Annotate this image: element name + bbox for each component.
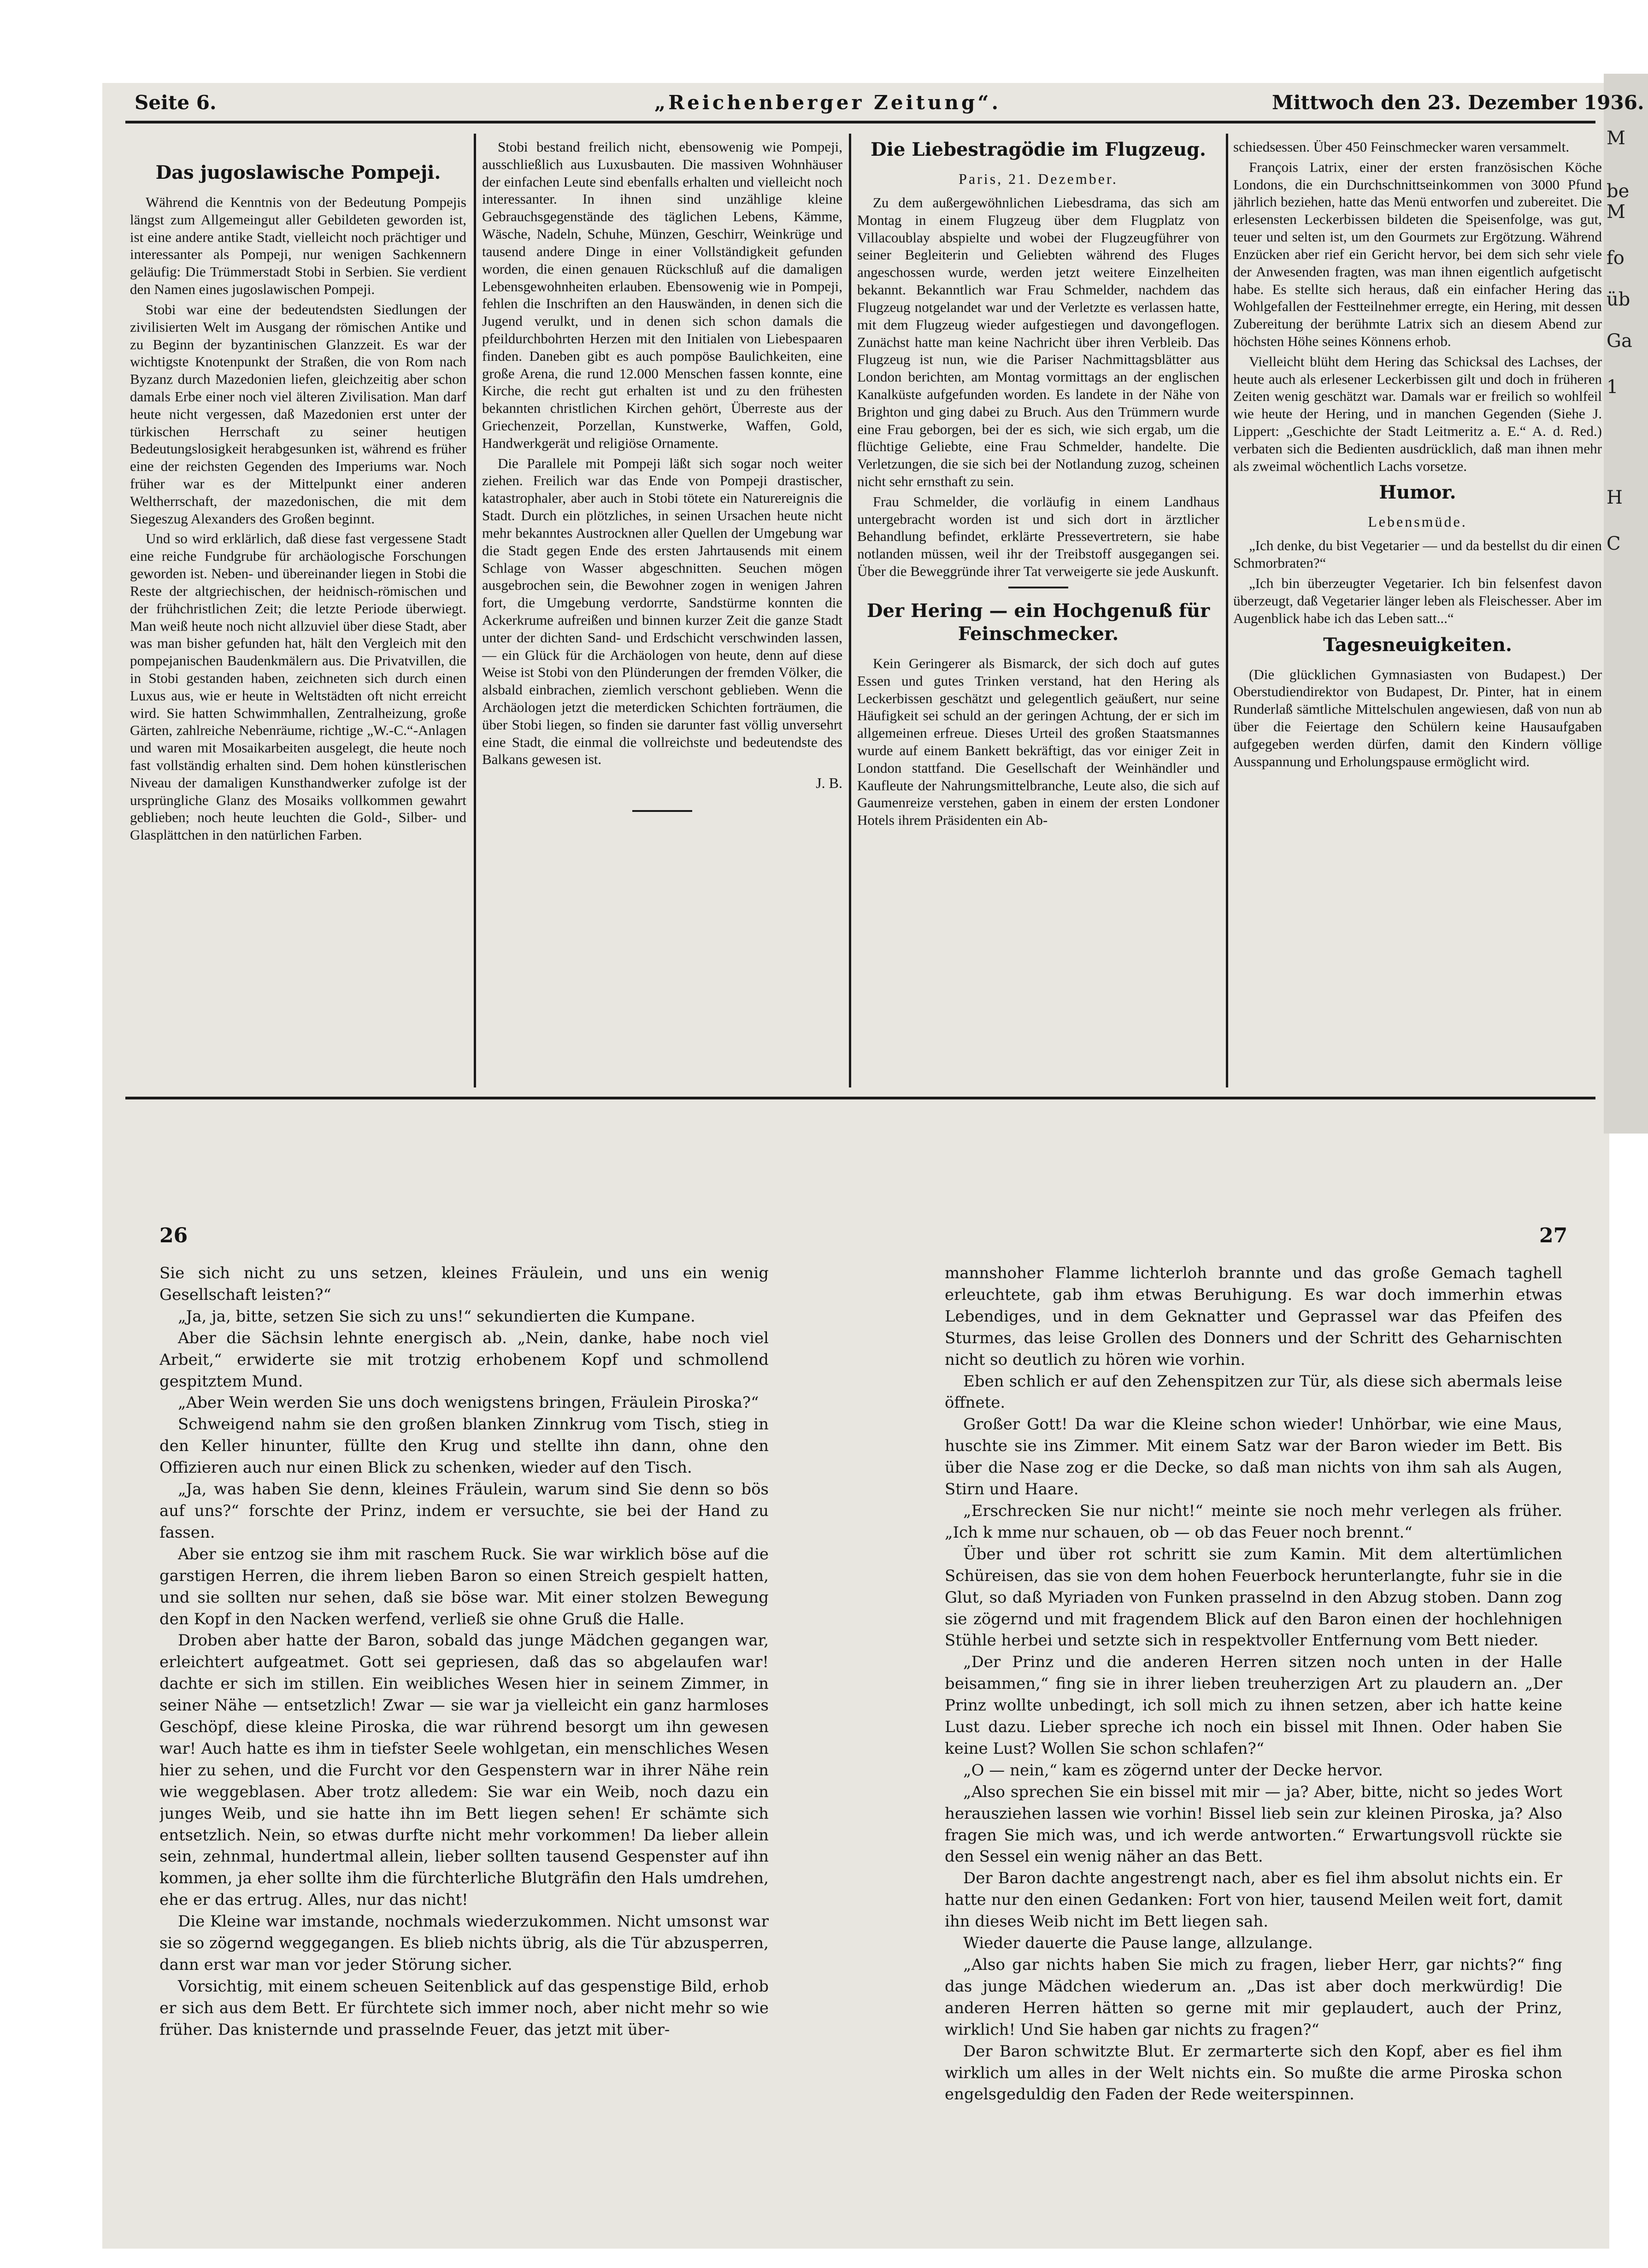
- dateline: Paris, 21. Dezember.: [959, 170, 1118, 187]
- novel-page-27: [945, 1263, 1562, 2166]
- column-divider: [1226, 134, 1228, 1087]
- paragraph: „Der Prinz und die anderen Herren sitzen noch unten in der Halle beisammen,“ fing sie in ihrer lieben treuherzigen Art zu plaudern an. „Der Prinz wollte unbedingt, ich soll mich zu ihnen setzen, aber ich hatte keine Lust dazu. Lieber spreche ich noch ein bissel mit Ihnen. Oder haben Sie keine Lust? Wollen Sie schon schlafen?“: [945, 1653, 1562, 1758]
- paragraph: Die Kleine war imstande, nochmals wiederzukommen. Nicht umsonst war sie so zögernd weggegangen. Es blieb nichts übrig, als die Tür abzusperren, dann erst war man vor jeder Störung sicher.: [159, 1912, 769, 1974]
- header-rule: [125, 121, 1595, 123]
- paragraph: schiedsessen. Über 450 Feinschmecker waren versammelt.: [1233, 139, 1570, 155]
- paragraph: Vorsichtig, mit einem scheuen Seitenblick auf das gespenstige Bild, erhob er sich aus dem Bett. Er fürchtete sich immer noch, aber nicht mehr so wie früher. Das knisternde und prasselnde Feuer, das jetzt mit über-: [159, 1977, 769, 2039]
- novel-page-number-left: 26: [159, 1224, 188, 1247]
- paragraph: Über und über rot schritt sie zum Kamin. Mit dem altertümlichen Schüreisen, das sie von dem hohen Feuerbock herunterlangte, fuhr sie in die Glut, so daß Myriaden von Funken prasselnd in den Abzug stoben. Dann zog sie zögernd und mit fragendem Blick auf den Baron einen der hochlehnigen Stühle herbei und setzte sich in respektvoller Entfernung vom Bett nieder.: [945, 1545, 1562, 1650]
- section-rule: [125, 1097, 1595, 1099]
- article-hering-continued: [1233, 138, 1602, 1087]
- edge-fragment: be: [1607, 181, 1630, 202]
- paragraph: „Aber Wein werden Sie uns doch wenigstens bringen, Fräulein Piroska?“: [178, 1393, 759, 1412]
- paragraph: Kein Geringerer als Bismarck, der sich doch auf gutes Essen und gutes Trinken verstand, hat den Hering als Leckerbissen geschätzt und gelegentlich geäußert, nur seine Häufigkeit sei schuld an der geringen Achtung, der er sich im allgemeinen erfreue. Dieses Urteil des großen Staatsmannes wurde auf einem Bankett bekräftigt, das vor einiger Zeit in London stattfand. Die Gesellschaft der Weinhändler und Kaufleute der Nahrungsmittelbranche, Leute also, die sich auf Gaumenreize verstehen, gaben in einem der ersten Londoner Hotels ihrem Präsidenten ein Ab-: [857, 655, 1219, 828]
- edge-fragment: üb: [1607, 289, 1630, 310]
- paragraph: Während die Kenntnis von der Bedeutung Pompejis längst zum Allgemeingut aller Gebildeten geworden ist, ist eine andere antike Stadt, vielleicht noch prächtiger und interessanter als Pompeji, nur wenigen Sachkennern geläufig: Die Trümmerstadt Stobi in Serbien. Sie verdient den Namen eines jugoslawischen Pompeji.: [130, 194, 466, 298]
- paragraph: Frau Schmelder, die vorläufig in einem Landhaus untergebracht worden ist und sich dort in ärztlicher Behandlung befindet, erklärte Pressevertretern, sie habe notlanden müssen, weil ihr der Treibstoff ausgegangen sei. Über die Beweggründe ihrer Tat verweigerte sie jede Auskunft.: [857, 493, 1219, 580]
- paragraph: Droben aber hatte der Baron, sobald das junge Mädchen gegangen war, erleichtert aufgeatmet. Gott sei gepriesen, daß das so abgelaufen war! dachte er sich im stillen. Ein weibliches Wesen hier in seinem Zimmer, in seiner Nähe — entsetzlich! Zwar — sie war ja vielleicht ein ganz harmloses Geschöpf, diese kleine Piroska, die war rührend besorgt um ihn gewesen war! Auch hatte es ihm in tiefster Seele wohlgetan, ein menschliches Wesen hier zu sehen, und die Furcht vor den Gespenstern war in ihrer Nähe rein wie weggeblasen. Aber trotz alledem: Sie war ein Weib, noch dazu ein junges Weib, und sie hatte ihn im Bett liegen sehen! Er schämte sich entsetzlich. Nein, so etwas durfte nicht mehr vorkommen! Da lieber allein sein, zehnmal, hundertmal allein, lieber sollten tausend Gespenster auf ihn kommen, ja eher sollte ihm die fürchterliche Blutgräfin den Hals umdrehen, ehe er das ertrug. Alles, nur das nicht!: [159, 1631, 769, 1910]
- paragraph: Aber sie entzog sie ihm mit raschem Ruck. Sie war wirklich böse auf die garstigen Herren, die ihrem lieben Baron so einen Streich gespielt hatten, und sie sollten nur sehen, daß sie böse war. Mit einer stolzen Bewegung den Kopf in den Nacken werfend, verließ sie ohne Gruß die Halle.: [159, 1545, 769, 1628]
- paragraph: „Ich bin überzeugter Vegetarier. Ich bin felsenfest davon überzeugt, daß Vegetarier länger leben als Fleischesser. Aber im Augenblick habe ich das Leben satt...“: [1233, 575, 1602, 626]
- paragraph: Und so wird erklärlich, daß diese fast vergessene Stadt eine reiche Fundgrube für archäologische Forschungen geworden ist. Neben- und übereinander liegen in Stobi die Reste der altgriechischen, der heidnisch-römischen und der frühchristlichen Zeit; die letzte Periode überwiegt. Man weiß heute noch nicht allzuviel über diese Stadt, aber was man bisher gefunden hat, hält den Vergleich mit den pompejanischen Baudenkmälern aus. Die Privatvillen, die in Stobi gestanden haben, zeichneten sich durch einen Luxus aus, wie er heute in Weltstädten oft nicht erreicht wird. Sie hatten Schwimmhallen, Zentralheizung, große Gärten, zahlreiche Nebenräume, richtige „W.-C.“-Anlagen und waren mit Mosaikarbeiten ausgelegt, die heute noch fast vollständig erhalten sind. Dem hohen künstlerischen Niveau der damaligen Kunsthandwerker zufolge ist der ursprüngliche Glanz des Mosaiks vollkommen gewahrt geblieben; noch heute leuchten die Gold-, Silber- und Glasplättchen in den natürlichen Farben.: [130, 530, 466, 843]
- issue-date: Mittwoch den 23. Dezember 1936.: [1272, 91, 1644, 114]
- article-title: Der Hering — ein Hochgenuß für Feinschmecker.: [866, 599, 1210, 645]
- end-dash: [632, 810, 692, 812]
- paragraph: Vielleicht blüht dem Hering das Schicksal des Lachses, der heute auch als erlesener Leckerbissen gilt und doch in früheren Zeiten wenig geschätzt war. Damals war er freilich so wohlfeil wie heute der Hering, und in manchen Gegenden (Siehe J. Lippert: „Geschichte der Stadt Leitmeritz a. E.“ A. d. Red.) verbaten sich die Bedienten ausdrücklich, daß man ihnen mehr als zweimal wöchentlich Lachs vorsetze.: [1233, 353, 1602, 474]
- paragraph: Stobi war eine der bedeutendsten Siedlungen der zivilisierten Welt im Ausgang der römischen Antike und zu Beginn der byzantinischen Glanzzeit. Es war der wichtigste Knotenpunkt der Straßen, die von Rom nach Byzanz durch Mazedonien liefen, gleichzeitig aber schon damals Erbe einer noch viel älteren Zivilisation. Man darf heute nicht vergessen, daß Mazedonien erst unter der türkischen Herrschaft zu seiner heutigen Bedeutungslosigkeit herabgesunken ist, während es früher eine der reichsten Gegenden des Imperiums war. Noch früher war es der Mittelpunkt einer anderen Weltherrschaft, der mazedonischen, die mit dem Siegeszug Alexanders des Großen beginnt.: [130, 301, 466, 527]
- edge-fragment: M: [1607, 128, 1625, 149]
- column-divider: [474, 134, 476, 1087]
- separator-dash: [1008, 587, 1068, 588]
- paragraph: Der Baron dachte angestrengt nach, aber es fiel ihm absolut nichts ein. Er hatte nur den einen Gedanken: Fort von hier, tausend Meilen weit fort, damit ihn dieses Weib nicht im Bett liegen sah.: [945, 1869, 1562, 1931]
- edge-fragment: M: [1607, 201, 1625, 223]
- section-title-news: Tagesneuigkeiten.: [1323, 634, 1512, 656]
- adjacent-page-edge: [1604, 74, 1648, 1134]
- edge-fragment: Ga: [1607, 330, 1632, 352]
- paragraph: Aber die Sächsin lehnte energisch ab. „Nein, danke, habe noch viel Arbeit,“ erwiderte sie mit trotzig erhobenem Kopf und schmollend gespitztem Mund.: [159, 1328, 769, 1391]
- paragraph: Wieder dauerte die Pause lange, allzulange.: [963, 1934, 1313, 1953]
- article-pompeji: [130, 161, 466, 1092]
- paragraph: Eben schlich er auf den Zehenspitzen zur Tür, als diese sich abermals leise öffnete.: [945, 1372, 1562, 1412]
- article-title: Das jugoslawische Pompeji.: [155, 162, 441, 183]
- section-subtitle: Lebensmüde.: [1368, 513, 1467, 530]
- paragraph: „Erschrecken Sie nur nicht!“ meinte sie noch mehr verlegen als früher. „Ich k mme nur schauen, ob — ob das Feuer noch brennt.“: [945, 1501, 1562, 1542]
- paragraph: François Latrix, einer der ersten französischen Köche Londons, die ein Durchschnittseinkommen von 3000 Pfund jährlich beziehen, hatte das Menü entworfen und zubereitet. Die erlesensten Leckerbissen bildeten die Speisenfolge, was gut, teuer und selten ist, um den Gourmets zur Ergötzung. Während Enzücken aber rief ein Gericht hervor, bei dem sich sehr viele der Anwesenden fragten, was man ihnen eigentlich aufgetischt habe. Es stellte sich heraus, daß ein einfacher Hering das Wohlgefallen der Festteilnehmer erregte, ein Hering, mit dessen Zubereitung der berühmte Latrix sich an diesem Abend zur höchsten Höhe seines Könnens erhob.: [1233, 159, 1602, 349]
- paragraph: Schweigend nahm sie den großen blanken Zinnkrug vom Tisch, stieg in den Keller hinunter, füllte den Krug und stellte ihn dann, ohne den Offizieren auch nur einen Blick zu schenken, wieder auf den Tisch.: [159, 1415, 769, 1477]
- page-number-header: Seite 6.: [135, 91, 217, 114]
- edge-fragment: 1: [1607, 376, 1619, 398]
- edge-fragment: H: [1607, 487, 1623, 508]
- article-liebestragoedie: [857, 138, 1219, 1087]
- paragraph: mannshoher Flamme lichterloh brannte und das große Gemach taghell erleuchtete, gab ihm etwas Beruhigung. Es war doch immerhin etwas Lebendiges, und in dem Geknatter und Geprassel war das Pfeifen des Sturmes, das leise Grollen des Donners und der Schritt des Geharnischten nicht so deutlich zu hören wie vorhin.: [945, 1264, 1562, 1369]
- paragraph: „Also sprechen Sie ein bissel mit mir — ja? Aber, bitte, nicht so jedes Wort herausziehen lassen wie vorhin! Bissel lieb sein zur kleinen Piroska, ja? Also fragen Sie mich was, und ich werde antworten.“ Erwartungsvoll rückte sie den Sessel ein wenig näher an das Bett.: [945, 1782, 1562, 1866]
- paragraph: Großer Gott! Da war die Kleine schon wieder! Unhörbar, wie eine Maus, huschte sie ins Zimmer. Mit einem Satz war der Baron wieder im Bett. Bis über die Nase zog er die Decke, so daß man nichts von ihm sah als Augen, Stirn und Haare.: [945, 1415, 1562, 1499]
- paragraph: „Also gar nichts haben Sie mich zu fragen, lieber Herr, gar nichts?“ fing das junge Mädchen wiederum an. „Das ist aber doch merkwürdig! Die anderen Herren hätten so gerne mit mir geplaudert, auch der Prinz, wirklich! Und Sie haben gar nichts zu fragen?“: [945, 1956, 1562, 2039]
- novel-page-number-right: 27: [1539, 1224, 1568, 1247]
- paragraph: (Die glücklichen Gymnasiasten von Budapest.) Der Oberstudiendirektor von Budapest, Dr. Pinter, hat in einem Runderlaß sämtliche Mittelschulen angewiesen, daß von nun ab über die Feiertage den Schülern keine Hausaufgaben aufgegeben werden dürfen, damit den Kindern völlige Ausspannung und Erholungspause ermöglicht wird.: [1233, 666, 1602, 770]
- column-divider: [849, 134, 851, 1087]
- novel-page-26: [159, 1263, 769, 2166]
- section-title-humor: Humor.: [1379, 482, 1456, 504]
- paragraph: Die Parallele mit Pompeji läßt sich sogar noch weiter ziehen. Freilich war das Ende von Pompeji drastischer, katastrophaler, aber auch in Stobi tötete ein Naturereignis die Stadt. Durch ein plötzliches, in seinen Ursachen heute nicht mehr bekanntes Austrocknen aller Quellen der Umgebung war die Stadt gegen Ende des ersten Jahrtausends mit einem Schlage von Wasser abgeschnitten. Seuchen mögen ausgebrochen sein, die Bewohner zogen in wenigen Jahren fort, die Umgebung verdorrte, Sandstürme konnten die Ackerkrume aufreißen und binnen kurzer Zeit die ganze Stadt unter der dichten Sand- und Erdschicht verschwinden lassen, — ein Glück für die Archäologen von heute, denn auf diese Weise ist Stobi von den Plünderungen der fremden Völker, die alsbald einbrachen, ziemlich verschont geblieben. Wenn die Archäologen jetzt die meterdicken Schichten forträumen, die über Stobi liegen, so finden sie darunter fast völlig unversehrt eine Stadt, die einmal die vollreichste und bedeutendste des Balkans gewesen ist.: [482, 455, 842, 768]
- edge-fragment: C: [1607, 533, 1621, 554]
- paragraph: „O — nein,“ kam es zögernd unter der Decke hervor.: [963, 1761, 1383, 1780]
- article-title: Die Liebestragödie im Flugzeug.: [871, 139, 1206, 160]
- paragraph: „Ja, ja, bitte, setzen Sie sich zu uns!“ sekundierten die Kumpane.: [178, 1307, 695, 1326]
- author-signature: J. B.: [816, 775, 842, 792]
- paragraph: Zu dem außergewöhnlichen Liebesdrama, das sich am Montag in einem Flugzeug über dem Flugplatz von Villacoublay abspielte und wobei der Flugzeugführer von seiner Begleiterin und Geliebten während des Fluges angeschossen wurde, werden jetzt weitere Einzelheiten bekannt. Bekanntlich war Frau Schmelder, nachdem das Flugzeug notgelandet war und der Verletzte es verlassen hatte, mit dem Flugzeug wieder aufgestiegen und davongeflogen. Zunächst hatte man keine Nachricht über ihren Verbleib. Das Flugzeug ist nun, wie die Pariser Nachmittagsblätter aus London berichten, am Montag vormittags an der englischen Kanalküste aufgefunden worden. Es landete in der Nähe von Brighton und ging dabei zu Bruch. Aus den Trümmern wurde eine Frau geborgen, bei der es sich, wie sich ergab, um die flüchtige Geliebte, eine Frau Schmelder, handelte. Die Verletzungen, die sie sich bei der Notlandung zuzog, scheinen nicht sehr ernsthaft zu sein.: [857, 194, 1219, 489]
- paragraph: Sie sich nicht zu uns setzen, kleines Fräulein, und uns ein wenig Gesellschaft leisten?“: [159, 1264, 769, 1304]
- newspaper-title: „Reichenberger Zeitung“.: [654, 91, 1001, 114]
- paragraph: Der Baron schwitzte Blut. Er zermarterte sich den Kopf, aber es fiel ihm wirklich um alles in der Welt nichts ein. So mußte die arme Piroska schon engelsgeduldig den Faden der Rede weiterspinnen.: [945, 2042, 1562, 2104]
- paragraph: Stobi bestand freilich nicht, ebensowenig wie Pompeji, ausschließlich aus Luxusbauten. Die massiven Wohnhäuser der einfachen Leute sind ebenfalls erhalten und vielleicht noch interessanter. In ihnen sind unzählige kleine Gebrauchsgegenstände des täglichen Lebens, Kämme, Wäsche, Nadeln, Schuhe, Münzen, Geschirr, Weinkrüge und tausend andere Dinge in einer Vollständigkeit gefunden worden, die einen genauen Rückschluß auf die damaligen Lebensgewohnheiten erlauben. Ebensowenig wie in Pompeji, fehlen die Inschriften an den Hauswänden, in denen sich die Jugend verulkt, und in denen sich schon damals die pfeildurchbohrten Herzen mit den Initialen von Liebespaaren finden. Daneben gibt es auch pompöse Baulichkeiten, eine große Arena, die rund 12.000 Menschen fassen konnte, eine Kirche, die recht gut erhalten ist und zu den frühesten bekannten christlichen Kirchen gehört, Überreste aus der Griechenzeit, Porzellan, Kunstwerke, Waffen, Gold, Handwerkgerät und religiöse Ornamente.: [482, 139, 842, 451]
- article-pompeji-continued: [482, 138, 842, 1087]
- edge-fragment: fo: [1607, 247, 1624, 269]
- paragraph: „Ich denke, du bist Vegetarier — und da bestellst du dir einen Schmorbraten?“: [1233, 537, 1602, 571]
- paragraph: „Ja, was haben Sie denn, kleines Fräulein, warum sind Sie denn so bös auf uns?“ forschte der Prinz, indem er versuchte, sie bei der Hand zu fassen.: [159, 1480, 769, 1542]
